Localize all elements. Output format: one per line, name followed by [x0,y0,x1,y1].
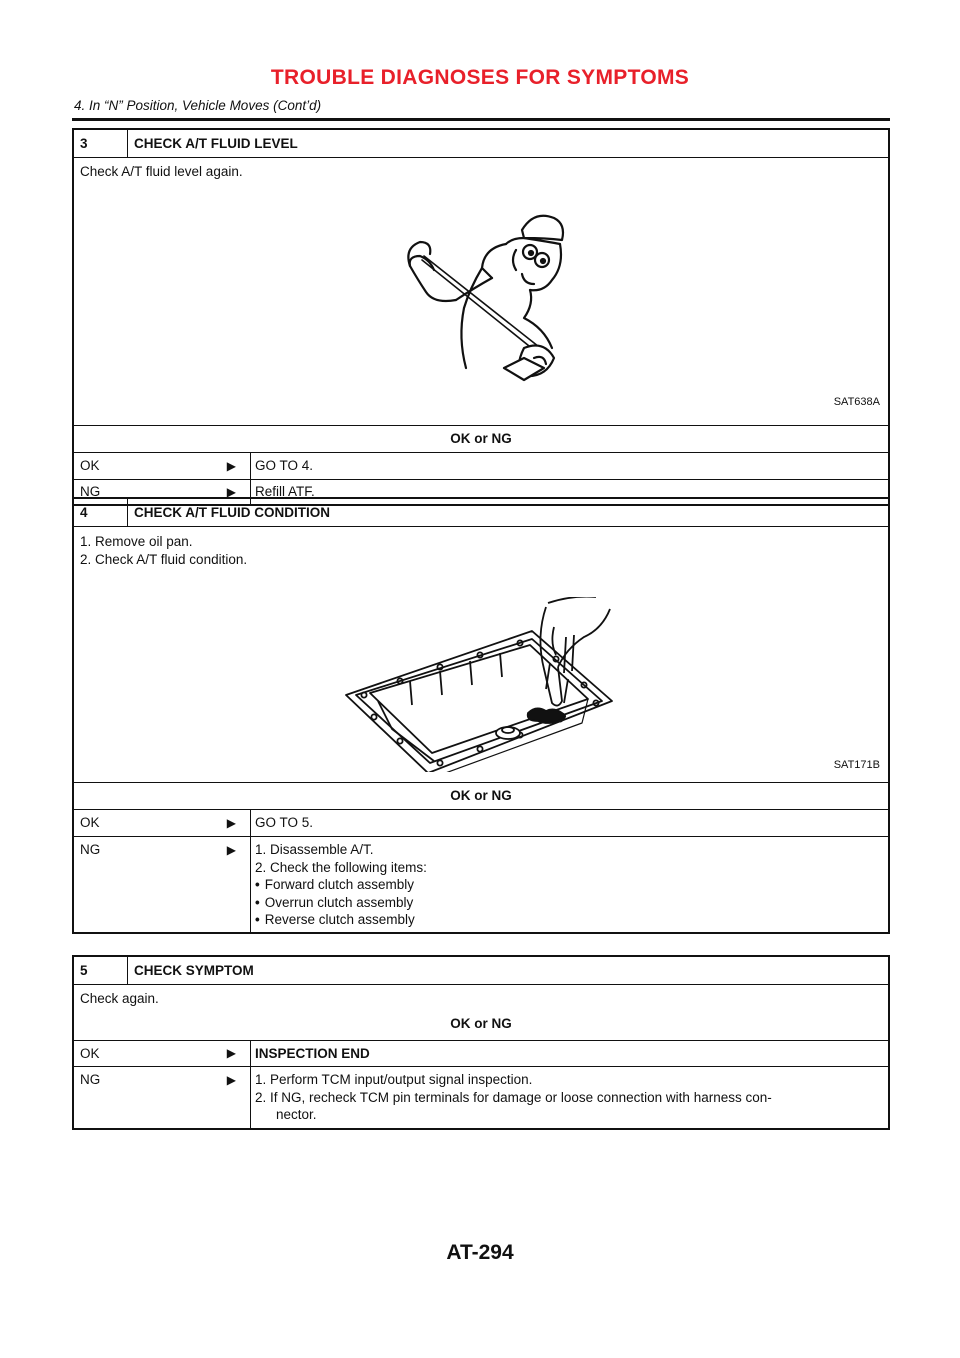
arrow-icon: ▶ [226,843,236,857]
figure-code: SAT171B [833,759,880,771]
header-rule [72,118,890,121]
result-action: GO TO 5. [255,815,314,830]
result-action-line: nector. [276,1107,317,1122]
step-body [74,527,888,783]
result-label: NG [80,484,101,499]
result-label: NG [80,842,101,857]
step-body [74,985,888,1041]
figure-code: SAT638A [833,396,880,408]
result-row-ng [74,1066,888,1128]
result-label: OK [80,458,100,473]
oil-pan-illustration [340,597,626,772]
step-header [74,130,888,158]
step-5-block [72,955,890,1130]
result-action-line: 2. If NG, recheck TCM pin terminals for damage or loose connection with harness con- [255,1089,772,1105]
result-row-ok [74,1041,888,1066]
instruction-text: Check A/T fluid level again. [80,164,243,179]
ok-or-ng-label: OK or NG [74,426,888,453]
step-title: CHECK A/T FLUID CONDITION [134,505,330,520]
result-action-line: 2. Check the following items: [255,859,427,875]
result-label: OK [80,1046,100,1061]
instruction-text: Check again. [80,991,159,1006]
result-label: NG [80,1072,101,1087]
result-action-line: 1. Perform TCM input/output signal inspection. [255,1072,533,1087]
ok-or-ng-label: OK or NG [450,1016,512,1031]
result-row-ok [74,810,888,836]
arrow-icon: ▶ [226,816,236,830]
bullet-item: • Forward clutch assembly [255,876,888,894]
ok-or-ng-label: OK or NG [74,783,888,810]
result-action-line: 1. Disassemble A/T. [255,842,374,857]
page-title: TROUBLE DIAGNOSES FOR SYMPTOMS [270,66,690,89]
result-action: Refill ATF. [255,484,315,499]
step-header [74,499,888,527]
result-action: GO TO 4. [255,458,314,473]
step-3-block [72,128,890,506]
step-title: CHECK A/T FLUID LEVEL [134,136,298,151]
page-code: AT-294 [446,1241,514,1264]
result-row-ok [74,453,888,479]
result-row-ng [74,836,888,932]
arrow-icon: ▶ [226,459,236,473]
arrow-icon: ▶ [226,485,236,499]
step-body [74,158,888,426]
arrow-icon: ▶ [226,1073,236,1087]
arrow-icon: ▶ [226,1046,236,1060]
mechanic-dipstick-illustration [374,208,594,398]
step-number: 4 [74,499,128,526]
instruction-text: 1. Remove oil pan. [80,534,193,549]
step-title: CHECK SYMPTOM [134,963,254,978]
bullet-item: • Reverse clutch assembly [255,911,888,929]
bullet-item: • Overrun clutch assembly [255,894,888,912]
result-label: OK [80,815,100,830]
result-action: INSPECTION END [255,1046,370,1061]
page-subtitle: 4. In “N” Position, Vehicle Moves (Cont’d) [74,98,322,113]
step-4-block [72,497,890,934]
step-number: 5 [74,957,128,984]
instruction-text: 2. Check A/T fluid condition. [80,552,248,567]
step-header [74,957,888,985]
step-number: 3 [74,130,128,157]
